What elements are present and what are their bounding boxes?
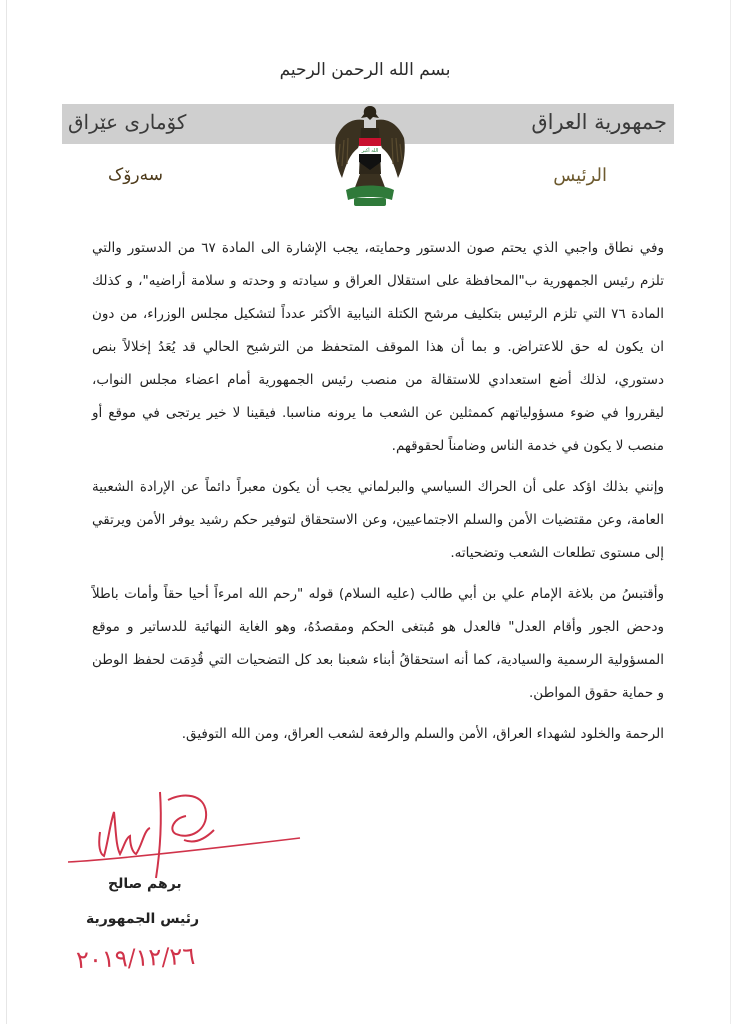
paragraph: الرحمة والخلود لشهداء العراق، الأمن والسلم والرفعة لشعب العراق، ومن الله التوفيق. [181,726,664,742]
letter-body [92,232,664,759]
paragraph: وفي نطاق واجبي الذي يحتم صون الدستور وحمايته، يجب الإشارة الى المادة ٦٧ من الدستور والتي تلزم رئيس الجمهورية ب"المحافظة على استقلال العراق و سيادته و وحدته و سلامة أراضيه"، و كذلك المادة ٧٦ التي تلزم الرئيس بتكليف مرشح الكتلة النيابية الأكثر عدداً لتشكيل مجلس الوزراء، من دون ان يكون له حق للاعتراض. و بما أن هذا الموقف المتحفظ من الترشيح الحالي قد يُعَدُ إخلالاً بنص دستوري، لذلك أضع استعدادي للاستقالة من منصب رئيس الجمهورية أمام اعضاء مجلس النواب، ليقرروا في ضوء مسؤولياتهم كممثلين عن الشعب ما يرونه مناسبا. فيقينا لا خير يرتجى في موقع أو منصب لا يكون في خدمة الناس وضامناً لحقوقهم. [92,240,664,454]
country-kurdish: كۆماری عێراق [68,110,187,134]
paragraph: وأقتبسُ من بلاغة الإمام علي بن أبي طالب (عليه السلام) قوله "رحم الله امرءاً أحيا حقاً وأمات باطلاً ودحض الجور وأقام العدل" فالعدل هو مُبتغى الحكم ومقصدُهُ، وهو الغاية النهائية للدساتير و موقع المسؤولية الرسمية والسيادية، كما أنه استحقاقُ أبناء شعبنا بعد كل التضحيات التي قُدِمَت لحفظ الوطن و حماية حقوق المواطن. [92,586,664,701]
country-arabic: جمهورية العراق [531,110,667,134]
handwritten-signature [64,782,304,882]
title-arabic: الرئيس [553,165,607,186]
title-kurdish: سەرۆک [108,165,163,185]
signatory-name: برهم صالح [108,876,182,892]
emblem-inscription: الله أكبر [361,148,379,154]
paragraph: وإنني بذلك اؤكد على أن الحراك السياسي والبرلماني يجب أن يكون معبراً دائماً عن الإرادة الشعبية العامة، وعن مقتضيات الأمن والسلم الاجتماعيين، وعن الاستحقاق لتوفير حكم رشيد يوفر الأمن ويرتقي إلى مستوى تطلعات الشعب وتضحياته. [92,479,664,561]
handwritten-date: ٢٠١٩/١٢/٢٦ [75,941,196,975]
signatory-title: رئيس الجمهورية [86,911,200,927]
basmala: بسم الله الرحمن الرحيم [279,60,451,80]
eagle-emblem-icon [334,104,406,208]
